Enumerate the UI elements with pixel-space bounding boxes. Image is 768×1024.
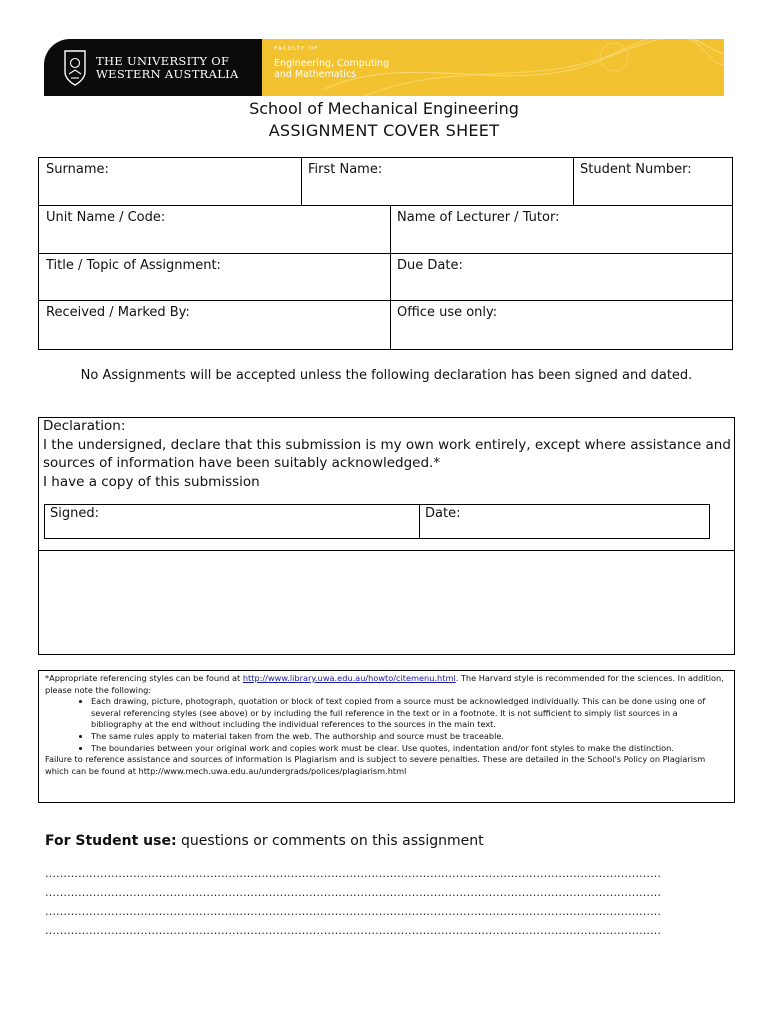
title-topic-label: Title / Topic of Assignment: — [46, 258, 221, 273]
date-field[interactable] — [419, 504, 710, 539]
declaration-copy: I have a copy of this submission — [43, 473, 260, 490]
faculty-name-line: and Mathematics — [274, 69, 357, 80]
signed-label: Signed: — [50, 506, 99, 521]
declaration-notice: No Assignments will be accepted unless the following declaration has been signed and dated. — [80, 368, 693, 383]
banner-logo-panel — [44, 39, 262, 96]
declaration-heading: Declaration: — [43, 418, 126, 434]
university-name-line: WESTERN AUSTRALIA — [96, 66, 239, 81]
due-date-label: Due Date: — [397, 258, 463, 273]
date-label: Date: — [425, 506, 461, 521]
faculty-name — [274, 58, 724, 80]
banner-faculty-panel — [262, 39, 724, 96]
first-name-label: First Name: — [308, 162, 383, 177]
first-name-field[interactable] — [301, 157, 574, 206]
student-number-label: Student Number: — [580, 162, 692, 177]
sheet-title: ASSIGNMENT COVER SHEET — [268, 121, 500, 140]
received-label: Received / Marked By: — [46, 305, 190, 320]
office-use-label: Office use only: — [397, 305, 498, 320]
unit-field[interactable] — [38, 205, 391, 254]
comment-line[interactable]: …………………………………………………………………………………………………………………………………………………… — [45, 867, 661, 880]
university-name — [96, 55, 239, 81]
lecturer-label: Name of Lecturer / Tutor: — [397, 210, 560, 225]
plagiarism-warning: Failure to reference assistance and sources of information is Plagiarism and is subject to severe penalties. These are detailed in the School's Policy on Plagiarism which can be found at http://www.mech.uwa.edu.au/undergrads/polices/plagiarism.html — [45, 754, 706, 776]
due-date-field[interactable] — [390, 253, 733, 301]
surname-field[interactable] — [38, 157, 302, 206]
student-use-text: questions or comments on this assignment — [176, 833, 484, 849]
declaration-statement: I the undersigned, declare that this submission is my own work entirely, except where assistance and sources of information have been suitably acknowledged.* — [43, 436, 731, 471]
referencing-intro-after: . The Harvard style is recommended for the sciences. In addition, please note the following: — [45, 673, 724, 695]
comment-line[interactable]: …………………………………………………………………………………………………………………………………………………… — [45, 924, 661, 937]
faculty-name-line: Engineering, Computing — [274, 58, 390, 69]
document-titles — [0, 98, 768, 142]
unit-label: Unit Name / Code: — [46, 210, 166, 225]
blank-area — [38, 550, 735, 655]
student-number-field[interactable] — [573, 157, 733, 206]
list-item: • Each drawing, picture, photograph, quotation or block of text copied from a source must be acknowledged individually. This can be done using one of several referencing styles (see above) or by including the full reference in the text or in a footnote. It is not sufficient to simply list sources in a bibliography at the end without including the individual references to the sources in the main text. — [91, 696, 728, 731]
list-item: • The boundaries between your original work and copies work must be clear. Use quotes, indentation and/or font styles to make the distinction. — [91, 743, 728, 755]
referencing-intro-before: *Appropriate referencing styles can be found at — [45, 673, 243, 683]
list-item: • The same rules apply to material taken from the web. The authorship and source must be traceable. — [91, 731, 728, 743]
university-banner — [44, 39, 724, 96]
referencing-notes — [38, 670, 735, 803]
title-topic-field[interactable] — [38, 253, 391, 301]
faculty-of-label: FACULTY OF — [274, 46, 319, 52]
comment-line[interactable]: …………………………………………………………………………………………………………………………………………………… — [45, 905, 661, 918]
university-name-line: THE UNIVERSITY OF — [96, 53, 230, 68]
lecturer-field[interactable] — [390, 205, 733, 254]
student-use-label: For Student use: — [45, 833, 177, 849]
school-title: School of Mechanical Engineering — [249, 99, 519, 118]
referencing-intro — [45, 673, 728, 696]
crest-icon — [64, 50, 86, 86]
comment-line[interactable]: …………………………………………………………………………………………………………………………………………………… — [45, 886, 661, 899]
student-use-heading — [45, 833, 484, 849]
citation-guide-link[interactable]: http://www.library.uwa.edu.au/howto/citemenu.html — [242, 673, 456, 683]
office-use-field[interactable] — [390, 300, 733, 350]
declaration-text — [43, 417, 733, 491]
referencing-rules-list — [45, 696, 728, 754]
received-field[interactable] — [38, 300, 391, 350]
signed-field[interactable] — [44, 504, 420, 539]
surname-label: Surname: — [46, 162, 109, 177]
